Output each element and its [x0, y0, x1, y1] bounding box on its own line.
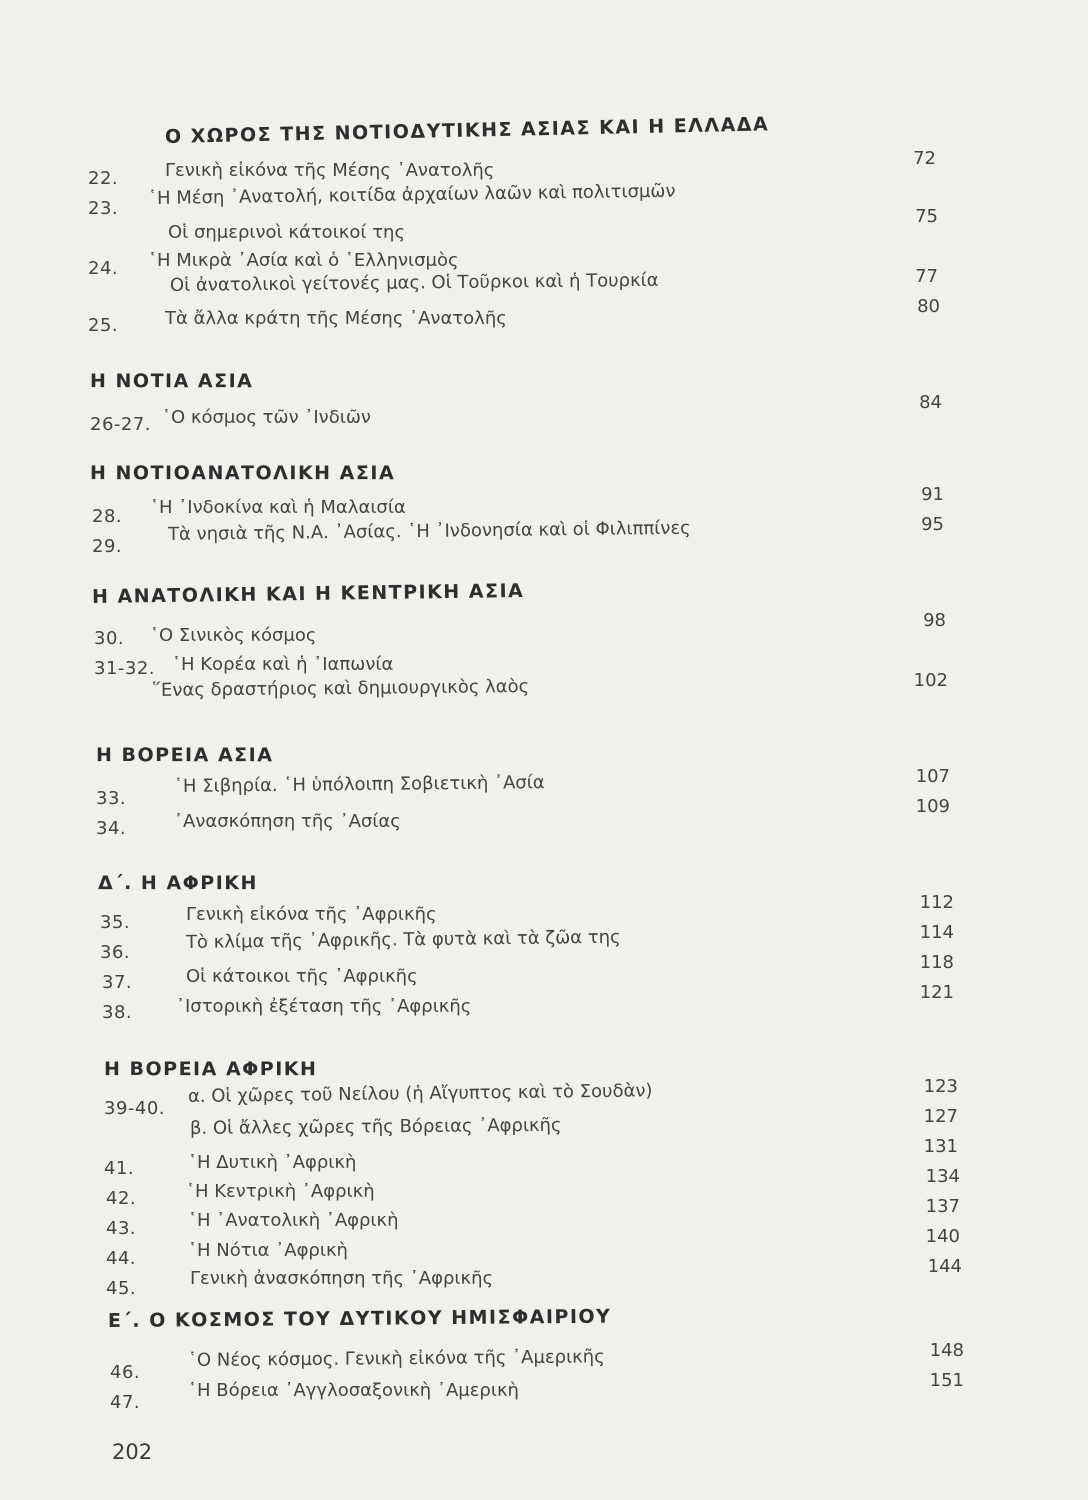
entry-number: 39-40.: [104, 1098, 166, 1119]
entry-title: ῾Η Μέση ᾿Ανατολή, κοιτίδα ἀρχαίων λαῶν καὶ πολιτισμῶν: [147, 180, 676, 209]
entry-number: 28.: [92, 506, 123, 527]
entry-title: Γενικὴ εἰκόνα τῆς ᾿Αφρικῆς: [186, 904, 437, 925]
page-number: 202: [112, 1440, 153, 1464]
entry-title: Τὰ νησιὰ τῆς Ν.Α. ᾿Ασίας. ῾Η ᾿Ινδονησία καὶ οἱ Φιλιππίνες: [167, 517, 691, 545]
entry-title: ῾Η Κεντρικὴ ᾿Αφρικὴ: [186, 1181, 375, 1202]
section-heading: Η ΒΟΡΕΙΑ ΑΦΡΙΚΗ: [104, 1058, 318, 1080]
entry-page: 80: [917, 296, 940, 317]
entry-title: ᾿Ιστορικὴ ἐξέταση τῆς ᾿Αφρικῆς: [176, 996, 472, 1017]
entry-page: 102: [913, 670, 948, 691]
entry-page: 121: [919, 982, 954, 1003]
entry-number: 43.: [106, 1218, 137, 1239]
section-heading: Η ΒΟΡΕΙΑ ΑΣΙΑ: [96, 744, 274, 766]
entry-title: ῾Η ᾿Ινδοκίνα καὶ ἡ Μαλαισία: [150, 497, 406, 518]
section-heading: Η ΑΝΑΤΟΛΙΚΗ ΚΑΙ Η ΚΕΝΤΡΙΚΗ ΑΣΙΑ: [91, 579, 525, 608]
entry-title: ῾Ο Νέος κόσμος. Γενικὴ εἰκόνα τῆς ᾿Αμερικῆς: [187, 1346, 605, 1371]
entry-page: 137: [925, 1196, 960, 1217]
entry-page: 107: [915, 766, 950, 787]
entry-title: ῾Η Σιβηρία. ῾Η ὑπόλοιπη Σοβιετικὴ ᾿Ασία: [173, 772, 545, 797]
section-heading: Δ΄. Η ΑΦΡΙΚΗ: [98, 872, 258, 894]
entry-page: 91: [921, 484, 944, 505]
entry-subtitle: Οἱ ἀνατολικοὶ γείτονές μας. Οἱ Τοῦρκοι καὶ ἡ Τουρκία: [169, 269, 659, 296]
entry-number: 25.: [88, 315, 119, 336]
entry-number: 42.: [106, 1188, 137, 1209]
entry-number: 26-27.: [90, 414, 152, 435]
entry-number: 29.: [92, 536, 123, 557]
section-heading: Η ΝΟΤΙΑ ΑΣΙΑ: [90, 370, 254, 392]
entry-subtitle: ῞Ενας δραστήριος καὶ δημιουργικὸς λαὸς: [151, 676, 530, 701]
entry-page: 151: [929, 1370, 964, 1391]
entry-title: ῾Ο κόσμος τῶν ᾿Ινδιῶν: [162, 407, 371, 428]
entry-title: Οἱ κάτοικοι τῆς ᾿Αφρικῆς: [186, 966, 418, 987]
entry-number: 31-32.: [94, 658, 156, 679]
entry-title: ῾Η Βόρεια ᾿Αγγλοσαξονικὴ ᾿Αμερικὴ: [188, 1380, 519, 1401]
entry-number: 36.: [100, 942, 131, 963]
entry-page: 98: [923, 610, 946, 631]
entry-number: 47.: [110, 1392, 141, 1413]
entry-page: 75: [915, 206, 938, 227]
entry-number: 33.: [96, 788, 127, 809]
entry-page: 131: [923, 1136, 958, 1157]
entry-title: ῾Η Κορέα καὶ ἡ ᾿Ιαπωνία: [172, 654, 394, 675]
entry-title: β. Οἱ ἄλλες χῶρες τῆς Βόρειας ᾿Αφρικῆς: [189, 1114, 562, 1139]
entry-title: ῾Η Νότια ᾿Αφρικὴ: [188, 1240, 348, 1261]
entry-title: α. Οἱ χῶρες τοῦ Νείλου (ἡ Αἴγυπτος καὶ τὸ Σουδὰν): [187, 1080, 653, 1107]
entry-title: ῾Ο Σινικὸς κόσμος: [150, 625, 317, 646]
entry-number: 38.: [102, 1002, 133, 1023]
entry-page: 144: [927, 1256, 962, 1277]
entry-number: 24.: [88, 258, 119, 279]
entry-title: Γενικὴ ἀνασκόπηση τῆς ᾿Αφρικῆς: [190, 1268, 494, 1289]
entry-title: Τὰ ἄλλα κράτη τῆς Μέσης ᾿Ανατολῆς: [165, 308, 507, 329]
entry-number: 35.: [100, 912, 131, 933]
entry-title: ᾿Ανασκόπηση τῆς ᾿Ασίας: [174, 811, 401, 832]
section-heading: Ε΄. Ο ΚΟΣΜΟΣ ΤΟΥ ΔΥΤΙΚΟΥ ΗΜΙΣΦΑΙΡΙΟΥ: [107, 1305, 612, 1332]
entry-page: 84: [919, 392, 942, 413]
entry-title: Τὸ κλίμα τῆς ᾿Αφρικῆς. Τὰ φυτὰ καὶ τὰ ζῶα της: [185, 926, 621, 953]
entry-number: 41.: [104, 1158, 135, 1179]
entry-number: 30.: [94, 628, 125, 649]
entry-page: 134: [925, 1166, 960, 1187]
entry-page: 148: [929, 1340, 964, 1361]
entry-title: ῾Η ᾿Ανατολικὴ ᾿Αφρικὴ: [188, 1210, 399, 1231]
entry-page: 72: [913, 148, 936, 169]
entry-subtitle: Οἱ σημερινοὶ κάτοικοί της: [168, 222, 406, 243]
entry-page: 127: [923, 1106, 958, 1127]
entry-page: 118: [919, 952, 954, 973]
entry-number: 23.: [88, 198, 119, 219]
entry-page: 112: [919, 892, 954, 913]
entry-title: ῾Η Δυτικὴ ᾿Αφρικὴ: [188, 1152, 357, 1173]
entry-page: 77: [915, 266, 938, 287]
entry-number: 34.: [96, 818, 127, 839]
entry-number: 44.: [106, 1248, 137, 1269]
entry-page: 95: [921, 514, 944, 535]
entry-page: 123: [923, 1076, 958, 1097]
entry-number: 22.: [88, 168, 119, 189]
entry-number: 45.: [106, 1278, 137, 1299]
entry-page: 140: [925, 1226, 960, 1247]
entry-title: Γενικὴ εἰκόνα τῆς Μέσης ᾿Ανατολῆς: [165, 160, 495, 181]
entry-page: 114: [919, 922, 954, 943]
section-heading: Ο ΧΩΡΟΣ ΤΗΣ ΝΟΤΙΟΔΥΤΙΚΗΣ ΑΣΙΑΣ ΚΑΙ Η ΕΛΛΑΔΑ: [164, 113, 770, 148]
entry-title: ῾Η Μικρὰ ᾿Ασία καὶ ὁ ῾Ελληνισμὸς: [148, 250, 459, 271]
entry-number: 46.: [110, 1362, 141, 1383]
entry-page: 109: [915, 796, 950, 817]
section-heading: Η ΝΟΤΙΟΑΝΑΤΟΛΙΚΗ ΑΣΙΑ: [90, 462, 396, 484]
entry-number: 37.: [102, 972, 133, 993]
